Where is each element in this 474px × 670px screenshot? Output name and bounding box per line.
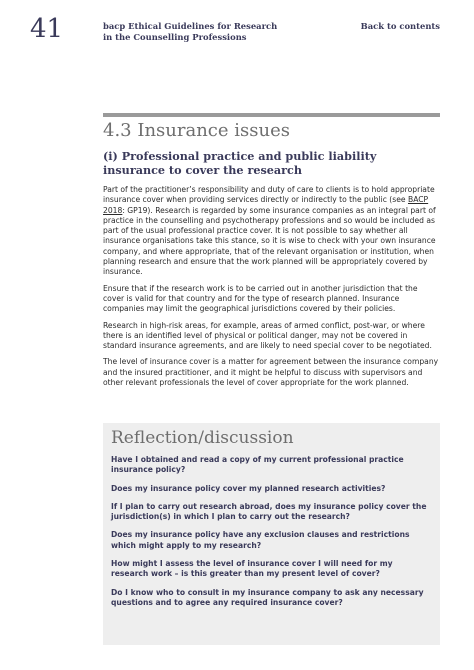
paragraph-1-start: Part of the practitioner’s responsibility and duty of care to clients is to hold appropriate insurance cover when providing services directly or indirectly to the public (see xyxy=(103,185,435,205)
paragraph-4: The level of insurance cover is a matter for agreement between the insurance company and the insured practitioner, and it might be helpful to discuss with supervisors and other relevant professionals the level of cover appropriate for the work planned. xyxy=(103,357,439,388)
section-subtitle: (i) Professional practice and public liability insurance to cover the research xyxy=(103,149,377,177)
paragraph-1 xyxy=(103,185,440,278)
reflection-question: Do I know who to consult in my insurance company to ask any necessary questions and to agree any required insurance cover? xyxy=(111,587,424,607)
reflection-box xyxy=(103,423,440,645)
main-content xyxy=(103,120,440,394)
section-title: 4.3 Insurance issues xyxy=(103,120,290,141)
running-title-line1: bacp Ethical Guidelines for Research xyxy=(103,21,278,31)
running-title xyxy=(103,21,303,43)
reflection-title: Reflection/discussion xyxy=(111,428,294,448)
reflection-question: Does my insurance policy cover my planned research activities? xyxy=(111,483,386,493)
running-title-line2: in the Counselling Professions xyxy=(103,32,247,42)
page-number: 41 xyxy=(30,14,64,44)
bacp-2018-link[interactable]: BACP 2018 xyxy=(103,195,429,215)
paragraph-1-end: : GP19). Research is regarded by some insurance companies as an integral part of practice in the counselling and psychotherapy professions and so would be included as part of the usual professional practice cover. It is not possible to say whether all insurance organisations take this stance, so it is wise to check with your own insurance company, and where appropriate, that of the relevant organisation or institution, when planning research and ensure that the work planned will be appropriately covered by insurance. xyxy=(103,205,436,277)
paragraph-2: Ensure that if the research work is to be carried out in another jurisdiction that the cover is valid for that country and for the type of research planned. Insurance companies may limit the geographical jurisdictions covered by their policies. xyxy=(103,283,418,314)
reflection-question: How might I assess the level of insurance cover I will need for my research work – is this greater than my present level of cover? xyxy=(111,559,393,579)
reflection-question: Does my insurance policy have any exclusion clauses and restrictions which might apply to my research? xyxy=(111,530,410,550)
paragraph-3: Research in high-risk areas, for example, areas of armed conflict, post-war, or where there is an identified level of physical or political danger, may not be covered in standard insurance agreements, and are likely to need special cover to be negotiated. xyxy=(103,320,432,351)
reflection-question: If I plan to carry out research abroad, does my insurance policy cover the jurisdiction(s) in which I plan to carry out the research? xyxy=(111,501,427,522)
section-divider xyxy=(103,113,440,117)
back-to-contents-link[interactable]: Back to contents xyxy=(360,21,440,31)
reflection-question: Have I obtained and read a copy of my current professional practice insurance policy? xyxy=(111,455,404,475)
